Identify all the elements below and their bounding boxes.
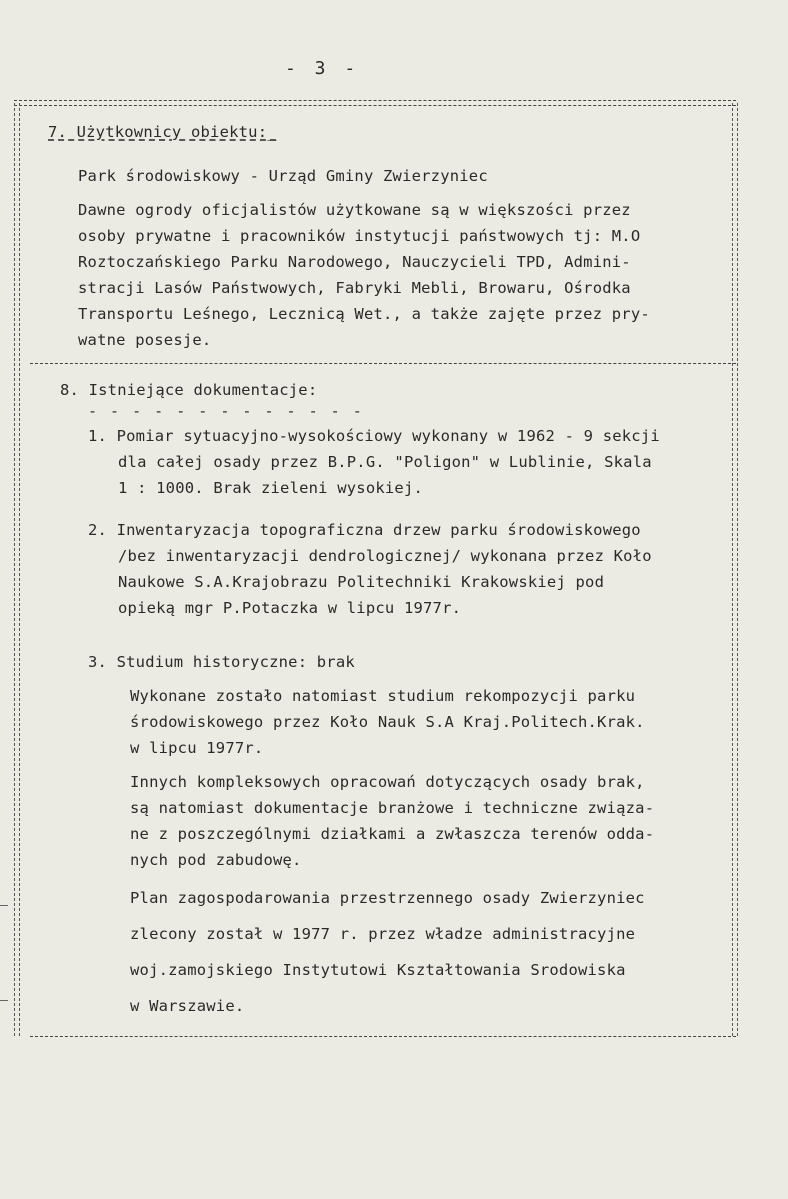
item-2-line: /bez inwentaryzacji dendrologicznej/ wykonana przez Koło xyxy=(118,547,652,565)
section-8-heading-underline: - - - - - - - - - - - - - xyxy=(88,402,364,420)
bottom-rule xyxy=(30,1036,736,1037)
section-7-para-line: osoby prywatne i pracowników instytucji państwowych tj: M.O xyxy=(78,227,641,245)
section-7-para-line: Transportu Leśnego, Lecznicą Wet., a także zajęte przez pry- xyxy=(78,305,650,323)
item-3-para-line: w lipcu 1977r. xyxy=(130,739,264,757)
item-2-line: opieką mgr P.Potaczka w lipcu 1977r. xyxy=(118,599,462,617)
item-1-line: dla całej osady przez B.P.G. "Poligon" w Lublinie, Skala xyxy=(118,453,652,471)
item-3-para-line: nych pod zabudowę. xyxy=(130,851,302,869)
margin-tick xyxy=(0,905,8,906)
item-3-para-line: zlecony został w 1977 r. przez władze administracyjne xyxy=(130,925,636,943)
item-3-para-line: ne z poszczególnymi działkami a zwłaszcza terenów odda- xyxy=(130,825,655,843)
item-1-line: 1 : 1000. Brak zieleni wysokiej. xyxy=(118,479,424,497)
top-double-rule xyxy=(14,100,736,106)
left-border-rule xyxy=(14,103,20,1036)
margin-tick xyxy=(0,1000,8,1001)
item-3-para-line: w Warszawie. xyxy=(130,997,245,1015)
section-7-heading-text: 7. Użytkownicy obiektu:_ xyxy=(48,123,277,141)
item-3-para-line: Innych kompleksowych opracowań dotyczących osady brak, xyxy=(130,773,645,791)
section-7-para-line: Dawne ogrody oficjalistów użytkowane są w większości przez xyxy=(78,201,631,219)
item-2-line: 2. Inwentaryzacja topograficzna drzew parku środowiskowego xyxy=(88,521,641,539)
item-2-line: Naukowe S.A.Krajobrazu Politechniki Krakowskiej pod xyxy=(118,573,605,591)
item-3-para-line: są natomiast dokumentacje branżowe i techniczne związa- xyxy=(130,799,655,817)
section-7-para-line: watne posesje. xyxy=(78,331,212,349)
item-3-para-line: środowiskowego przez Koło Nauk S.A Kraj.Politech.Krak. xyxy=(130,713,645,731)
section-7-para-line: Roztoczańskiego Parku Narodowego, Nauczycieli TPD, Admini- xyxy=(78,253,631,271)
section-8-heading: 8. Istniejące dokumentacje: xyxy=(60,381,318,399)
section-7-line: Park środowiskowy - Urząd Gminy Zwierzyniec xyxy=(78,167,488,185)
right-border-rule xyxy=(732,103,738,1036)
item-3-title: 3. Studium historyczne: brak xyxy=(88,653,355,671)
item-3-para-line: Wykonane zostało natomiast studium rekompozycji parku xyxy=(130,687,636,705)
section-7-para-line: stracji Lasów Państwowych, Fabryki Mebli, Browaru, Ośrodka xyxy=(78,279,631,297)
item-3-para-line: woj.zamojskiego Instytutowi Kształtowania Srodowiska xyxy=(130,961,626,979)
item-1-line: 1. Pomiar sytuacyjno-wysokościowy wykonany w 1962 - 9 sekcji xyxy=(88,427,660,445)
section-7-heading xyxy=(48,123,277,141)
item-3-para-line: Plan zagospodarowania przestrzennego osady Zwierzyniec xyxy=(130,889,645,907)
section-divider xyxy=(30,363,736,364)
page-number: - 3 - xyxy=(285,58,360,79)
